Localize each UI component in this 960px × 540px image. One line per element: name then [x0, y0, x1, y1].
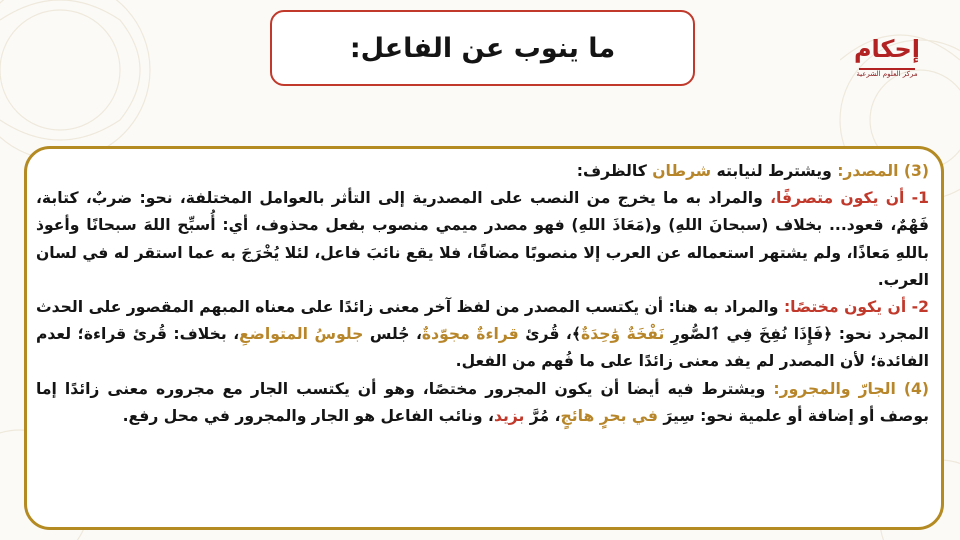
- body-text: والمراد به هنا: أن يكتسب المصدر من لفظ آخر معنى زائدًا على معناه المبهم المقصور على الحدث المجرد نحو:: [36, 298, 929, 344]
- logo-subtitle: مركز العلوم الشرعية: [856, 70, 918, 78]
- body-text: ﴾، قُرئ: [518, 325, 581, 344]
- paragraph: [36, 376, 929, 430]
- highlighted-text: (3) المصدر:: [831, 162, 929, 180]
- lesson-content: [36, 158, 929, 430]
- body-text: ، مُرَّ: [524, 406, 561, 425]
- highlighted-text: جلوسُ المتواضعِ: [239, 325, 364, 344]
- paragraph: [36, 185, 929, 294]
- body-text: كالظرف:: [576, 162, 653, 180]
- highlighted-text: نَفْخَةٌ وَٰحِدَةٌ: [580, 325, 665, 344]
- highlighted-text: في بحرٍ هائجٍ: [560, 406, 658, 425]
- highlighted-text: بزيد: [493, 406, 525, 425]
- paragraph: [36, 158, 929, 185]
- highlighted-text: (4) الجارّ والمجرور:: [765, 379, 929, 398]
- brand-logo: [846, 22, 928, 104]
- body-text: والمراد به ما يخرج من النصب على المصدرية إلى التأثر بالعوامل المختلفة، نحو: ضربٌ، كتابة، فَهْمٌ، قعود... بخلاف (سبحانَ اللهِ) و(مَعَاذَ اللهِ) فهو مصدر ميمي منصوب بفعل محذوف، أي: أُسبِّح اللهَ سبحانًا وأعوذ باللهِ مَعاذًا، ولم يشتهر استعماله عن العرب إلا منصوبًا مضافًا، فلا يقع نائبَ فاعل، لئلا يُخْرَجَ به عما استقر له في لسان العرب.: [36, 189, 929, 289]
- highlighted-text: قراءةٌ مجوّدةٌ: [421, 325, 519, 344]
- highlighted-text: 1- أن يكون متصرفًا،: [770, 189, 929, 208]
- body-text: ﴿فَإِذَا نُفِخَ فِي ٱلصُّورِ: [664, 325, 833, 344]
- paragraph: [36, 294, 929, 376]
- title-banner: [270, 10, 695, 86]
- body-text: ، ونائب الفاعل هو الجار والمجرور في محل رفع.: [122, 406, 494, 425]
- body-text: ويشترط لنيابته: [711, 162, 832, 180]
- highlighted-text: شرطان: [652, 162, 712, 180]
- page-title: ما ينوب عن الفاعل:: [349, 32, 616, 64]
- body-text: ، بخلاف: قُرئ قراءة؛ لعدم الفائدة؛ لأن المصدر لم يفد معنى زائدًا على ما فُهم من الفعل.: [36, 325, 929, 371]
- body-text: ، جُلس: [363, 325, 422, 344]
- highlighted-text: 2- أن يكون مختصًا:: [783, 298, 929, 317]
- body-text: ويشترط فيه أيضا أن يكون المجرور مختصًا، وهو أن يكتسب الجار مع مجروره معنى زائدًا إما بوصف أو إضافة أو علمية نحو: سِيرَ: [36, 379, 929, 425]
- logo-mark: إحكام: [853, 35, 921, 63]
